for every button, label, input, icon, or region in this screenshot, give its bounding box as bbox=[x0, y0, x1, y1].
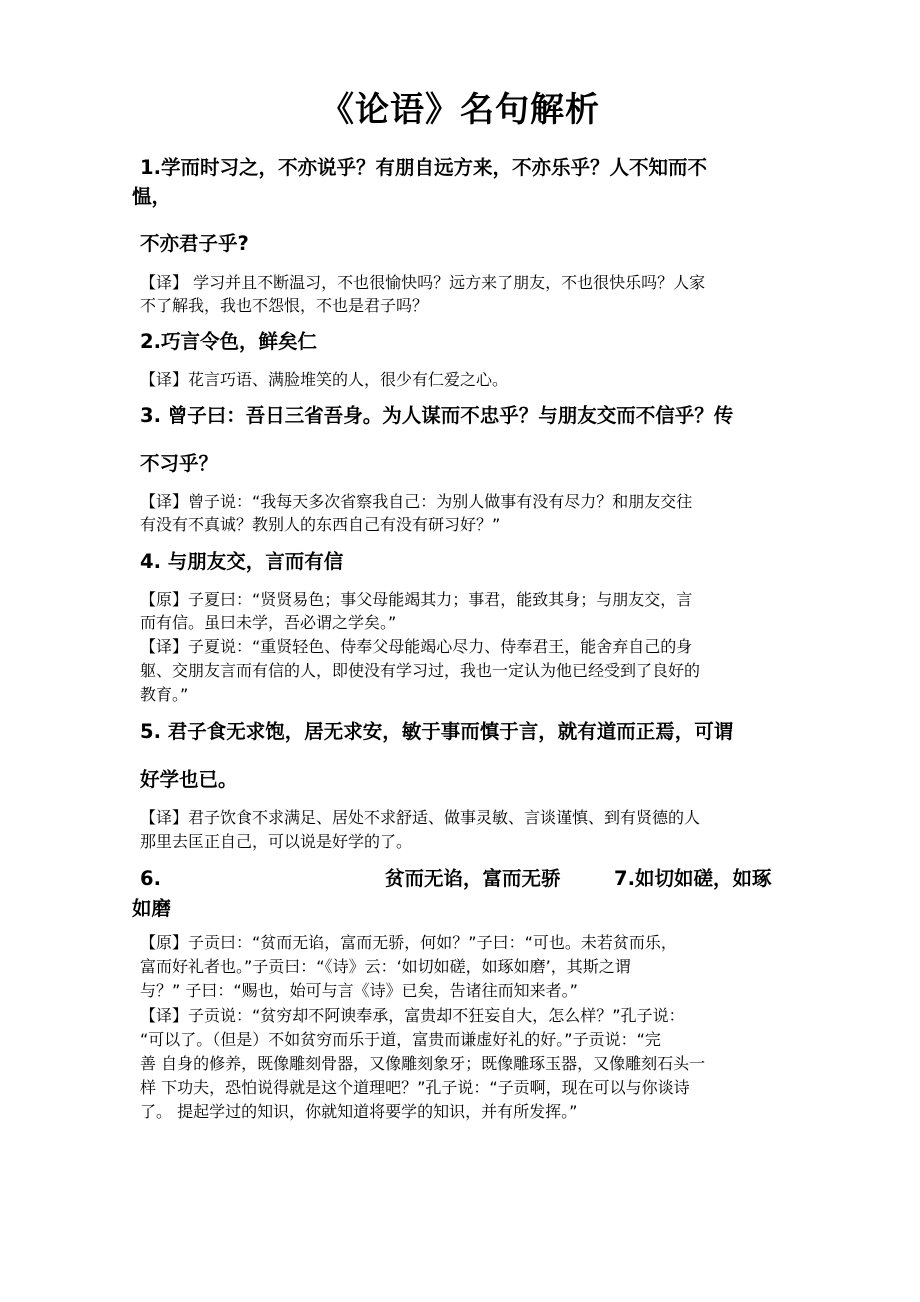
heading-6-number: 6. bbox=[140, 867, 161, 890]
original-4-line-1: 【原】子夏曰：“贤贤易色；事父母能竭其力；事君，能致其身；与朋友交，言 bbox=[140, 590, 693, 609]
translation-3-line-2: 有没有不真诚？教别人的东西自己有没有研习好？” bbox=[140, 515, 501, 534]
translation-1-line-2: 不了解我，我也不怨恨，不也是君子吗？ bbox=[140, 296, 429, 315]
original-6-line-3: 与？” 子曰：“赐也，始可与言《诗》已矣，告诸往而知来者。” bbox=[140, 981, 578, 1000]
heading-1-line-2: 愠， bbox=[132, 185, 172, 208]
translation-3-line-1: 【译】曾子说：“我每天多次省察我自己：为别人做事有没有尽力？和朋友交往 bbox=[140, 492, 693, 511]
translation-5-line-1: 【译】君子饮食不求满足、居处不求舒适、做事灵敏、言谈谨慎、到有贤德的人 bbox=[140, 808, 701, 827]
heading-4: 4. 与朋友交，言而有信 bbox=[140, 550, 344, 573]
original-6-line-2: 富而好礼者也。”子贡曰：“《诗》云：‘如切如磋，如琢如磨’，其斯之谓 bbox=[140, 957, 631, 976]
heading-2: 2.巧言令色，鲜矣仁 bbox=[140, 330, 317, 353]
translation-6-line-1: 【译】子贡说：“贫穷却不阿谀奉承，富贵却不狂妄自大，怎么样？”孔子说： bbox=[140, 1006, 685, 1025]
translation-5-line-2: 那里去匡正自己，可以说是好学的了。 bbox=[140, 832, 413, 851]
heading-3-line-2: 不习乎？ bbox=[140, 452, 219, 475]
heading-3-line-1: 3. 曾子曰：吾日三省吾身。为人谋而不忠乎？与朋友交而不信乎？传 bbox=[140, 404, 734, 427]
page-title: 《论语》名句解析 bbox=[320, 90, 600, 130]
translation-2-line-1: 【译】花言巧语、满脸堆笑的人，很少有仁爱之心。 bbox=[140, 370, 509, 389]
translation-1-line-1: 【译】 学习并且不断温习，不也很愉快吗？远方来了朋友，不也很快乐吗？人家 bbox=[140, 273, 706, 292]
translation-4-line-2: 躯、交朋友言而有信的人，即使没有学习过，我也一定认为他已经受到了良好的 bbox=[140, 661, 701, 680]
original-4-line-2: 而有信。虽曰未学，吾必谓之学矣。” bbox=[140, 613, 397, 632]
heading-6-text: 贫而无谄，富而无骄 bbox=[385, 867, 561, 890]
heading-5-line-1: 5. 君子食无求饱，居无求安，敏于事而慎于言，就有道而正焉，可谓 bbox=[140, 720, 734, 743]
translation-4-line-3: 教育。” bbox=[140, 685, 189, 704]
translation-6-line-2: “可以了。（但是）不如贫穷而乐于道，富贵而谦虚好礼的好。”子贡说：“完 bbox=[140, 1030, 661, 1049]
translation-4-line-1: 【译】子夏说：“重贤轻色、侍奉父母能竭心尽力、侍奉君王，能舍弃自己的身 bbox=[140, 637, 693, 656]
heading-5-line-2: 好学也已。 bbox=[140, 768, 238, 791]
translation-6-line-3: 善 自身的修养，既像雕刻骨器，又像雕刻象牙；既像雕琢玉器，又像雕刻石头一 bbox=[140, 1054, 706, 1073]
original-6-line-1: 【原】子贡曰：“贫而无谄，富而无骄，何如？”子曰：“可也。未若贫而乐， bbox=[140, 933, 677, 952]
heading-7-line-2: 如磨 bbox=[132, 897, 172, 920]
heading-1-line-3: 不亦君子乎? bbox=[140, 232, 249, 255]
heading-1-line-1: 1.学而时习之，不亦说乎？有朋自远方来，不亦乐乎？人不知而不 bbox=[140, 156, 707, 179]
heading-7-text: 7.如切如磋，如琢 bbox=[614, 867, 772, 890]
translation-6-line-4: 样 下功夫，恐怕说得就是这个道理吧？”孔子说：“子贡啊，现在可以与你谈诗 bbox=[140, 1078, 690, 1097]
translation-6-line-5: 了。 提起学过的知识，你就知道将要学的知识，并有所发挥。” bbox=[140, 1102, 578, 1121]
